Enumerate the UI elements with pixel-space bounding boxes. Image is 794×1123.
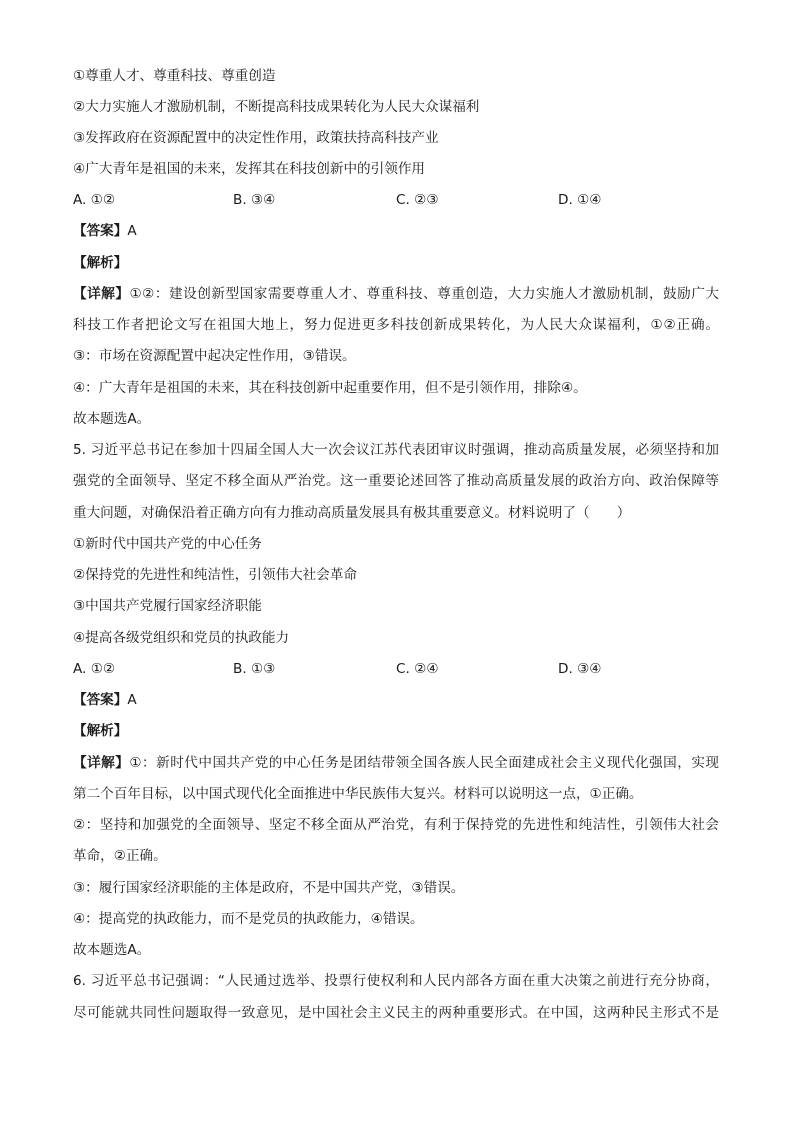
q5-item-3: ③中国共产党履行国家经济职能 bbox=[73, 598, 262, 614]
q5-detail-line-1 bbox=[73, 753, 719, 773]
q4-option-a: A. ①② bbox=[73, 192, 116, 208]
q5-detail-line-2: 第二个百年目标，以中国式现代化全面推进中华民族伟大复兴。材料可以说明这一点，①正确。 bbox=[73, 786, 643, 802]
q5-option-a: A. ①② bbox=[73, 661, 116, 677]
q4-detail-line-3: ③：市场在资源配置中起决定性作用，③错误。 bbox=[73, 348, 356, 364]
q4-answer bbox=[73, 221, 137, 241]
q5-option-c: C. ②④ bbox=[396, 661, 439, 677]
q5-option-b: B. ①③ bbox=[233, 661, 276, 677]
q4-item-4: ④广大青年是祖国的未来，发挥其在科技创新中的引领作用 bbox=[73, 161, 426, 177]
q5-detail-line-5: ③：履行国家经济职能的主体是政府，不是中国共产党，③错误。 bbox=[73, 880, 465, 896]
answer-label: 【答案】 bbox=[73, 223, 128, 239]
q5-stem-line-1: 5. 习近平总书记在参加十四届全国人大一次会议江苏代表团审议时强调，推动高质量发展，必须坚持和加 bbox=[73, 442, 719, 458]
q5-options bbox=[73, 659, 719, 679]
answer-label: 【答案】 bbox=[73, 692, 128, 708]
answer-value: A bbox=[127, 223, 137, 239]
q5-detail-line-3: ②：坚持和加强党的全面领导、坚定不移全面从严治党，有利于保持党的先进性和纯洁性，引领伟大社会 bbox=[73, 817, 719, 833]
detail-label: 【详解】 bbox=[73, 286, 130, 302]
detail-text: ①②：建设创新型国家需要尊重人才、尊重科技、尊重创造，大力实施人才激励机制，鼓励广大 bbox=[129, 286, 719, 302]
q5-analysis-label: 【解析】 bbox=[73, 723, 128, 739]
answer-value: A bbox=[127, 692, 137, 708]
q5-item-2: ②保持党的先进性和纯洁性，引领伟大社会革命 bbox=[73, 567, 358, 583]
q4-item-1: ①尊重人才、尊重科技、尊重创造 bbox=[73, 68, 276, 84]
detail-text: ①：新时代中国共产党的中心任务是团结带领全国各族人民全面建成社会主义现代化强国，实现 bbox=[129, 755, 720, 771]
q4-detail-line-1 bbox=[73, 284, 719, 304]
q6-stem-line-1: 6. 习近平总书记强调：“人民通过选举、投票行使权利和人民内部各方面在重大决策之前进行充分协商， bbox=[73, 973, 719, 989]
q4-conclusion: 故本题选A。 bbox=[73, 411, 151, 427]
detail-label: 【详解】 bbox=[73, 755, 130, 771]
q4-analysis-label: 【解析】 bbox=[73, 255, 128, 271]
q6-stem-line-2: 尽可能就共同性问题取得一致意见，是中国社会主义民主的两种重要形式。在中国，这两种民主形式不是 bbox=[73, 1005, 719, 1021]
q4-option-c: C. ②③ bbox=[396, 192, 439, 208]
q5-detail-line-4: 革命，②正确。 bbox=[73, 848, 167, 864]
q4-option-d: D. ①④ bbox=[558, 192, 602, 208]
q4-item-3: ③发挥政府在资源配置中的决定性作用，政策扶持高科技产业 bbox=[73, 130, 439, 146]
q4-option-b: B. ③④ bbox=[233, 192, 276, 208]
q4-detail-line-4: ④：广大青年是祖国的未来，其在科技创新中起重要作用，但不是引领作用，排除④。 bbox=[73, 380, 587, 396]
q5-answer bbox=[73, 690, 137, 710]
q4-detail-line-2: 科技工作者把论文写在祖国大地上，努力促进更多科技创新成果转化，为人民大众谋福利，①②正确。 bbox=[73, 317, 719, 333]
q5-conclusion: 故本题选A。 bbox=[73, 942, 151, 958]
q5-detail-line-6: ④：提高党的执政能力，而不是党员的执政能力，④错误。 bbox=[73, 911, 424, 927]
q4-options bbox=[73, 190, 719, 210]
q4-item-2: ②大力实施人才激励机制，不断提高科技成果转化为人民大众谋福利 bbox=[73, 99, 480, 115]
q5-stem-line-2: 强党的全面领导、坚定不移全面从严治党。这一重要论述回答了推动高质量发展的政治方向、政治保障等 bbox=[73, 473, 719, 489]
q5-item-4: ④提高各级党组织和党员的执政能力 bbox=[73, 630, 290, 646]
q5-option-d: D. ③④ bbox=[558, 661, 602, 677]
q5-item-1: ①新时代中国共产党的中心任务 bbox=[73, 536, 262, 552]
q5-stem-line-3: 重大问题，对确保沿着正确方向有力推动高质量发展具有极其重要意义。材料说明了（ ） bbox=[73, 505, 631, 521]
